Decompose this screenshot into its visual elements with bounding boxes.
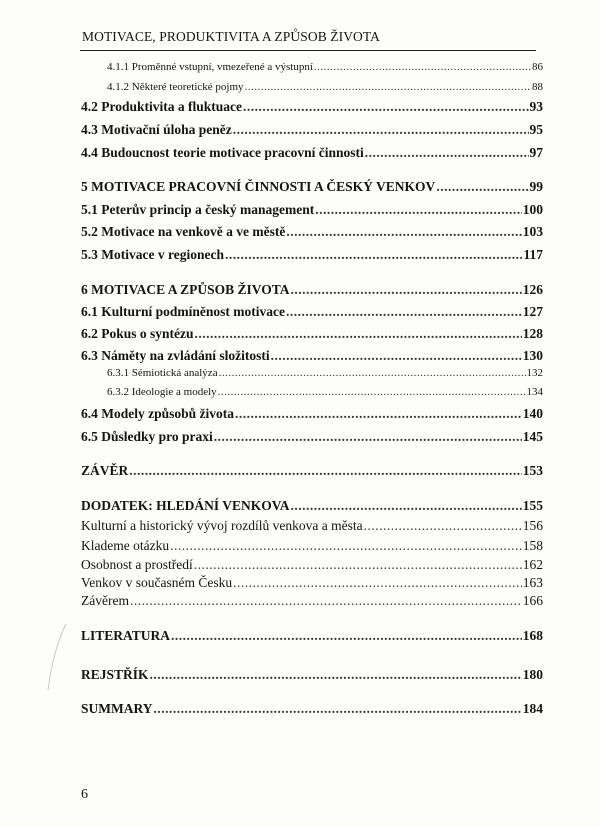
- toc-entry-page: 163: [522, 575, 543, 590]
- toc-entry-5-2: [81, 224, 543, 240]
- toc-entry-page: 132: [526, 367, 543, 379]
- toc-entry-page: 97: [529, 145, 543, 160]
- toc-leader: [243, 99, 528, 115]
- toc-leader: [315, 202, 522, 218]
- toc-entry-page: 153: [522, 463, 543, 478]
- toc-entry-dodatek-4: [81, 575, 543, 591]
- toc-entry-page: 130: [522, 348, 543, 363]
- toc-entry-label: ZÁVĚR: [81, 463, 129, 478]
- toc-entry-5-3: [81, 247, 543, 263]
- toc-entry-page: 158: [522, 538, 543, 553]
- toc-entry-page: 166: [522, 593, 543, 608]
- toc-entry-6-3-2: [107, 386, 543, 398]
- toc-leader: [154, 701, 522, 717]
- toc-leader: [170, 538, 522, 554]
- toc-leader: [314, 61, 531, 73]
- toc-entry-page: 155: [522, 498, 543, 513]
- toc-leader: [194, 557, 522, 573]
- toc-entry-label: 6.2 Pokus o syntézu: [81, 326, 194, 341]
- toc-leader: [218, 386, 526, 398]
- toc-entry-label: 5 MOTIVACE PRACOVNÍ ČINNOSTI A ČESKÝ VENKOV: [81, 179, 436, 194]
- toc-leader: [150, 667, 522, 683]
- toc-entry-label: 4.2 Produktivita a fluktuace: [81, 99, 243, 114]
- toc-entry-page: 117: [523, 247, 543, 262]
- toc-entry-label: 6.4 Modely způsobů života: [81, 406, 235, 421]
- page-number: 6: [81, 787, 88, 802]
- toc-leader: [291, 282, 522, 298]
- toc-entry-label: 4.1.2 Některé teoretické pojmy: [107, 81, 244, 93]
- toc-entry-dodatek-5: [81, 593, 543, 609]
- toc-entry-page: 127: [522, 304, 543, 319]
- toc-entry-4-1-2: [107, 81, 543, 93]
- toc-leader: [195, 326, 522, 342]
- toc-entry-label: Klademe otázku: [81, 538, 170, 553]
- toc-entry-page: 99: [529, 179, 543, 194]
- toc-entry-label: Osobnost a prostředí: [81, 557, 193, 572]
- toc-leader: [291, 498, 522, 514]
- toc-entry-chapter-5: [81, 179, 543, 195]
- toc-entry-label: 6 MOTIVACE A ZPŮSOB ŽIVOTA: [81, 282, 290, 297]
- toc-entry-label: REJSTŘÍK: [81, 667, 149, 682]
- toc-entry-4-4: [81, 145, 543, 161]
- toc-entry-label: Kulturní a historický vývoj rozdílů venkova a města: [81, 518, 363, 533]
- toc-entry-label: Venkov v současném Česku: [81, 575, 233, 590]
- toc-entry-label: 6.3.2 Ideologie a modely: [107, 386, 217, 398]
- toc-entry-5-1: [81, 202, 543, 218]
- toc-entry-page: 93: [529, 99, 543, 114]
- toc-leader: [129, 463, 521, 479]
- toc-entry-page: 168: [522, 628, 543, 643]
- toc-entry-page: 128: [522, 326, 543, 341]
- toc-entry-literatura: [81, 628, 543, 644]
- toc-entry-label: LITERATURA: [81, 628, 171, 643]
- toc-leader: [233, 122, 529, 138]
- toc-entry-label: 6.1 Kulturní podmíněnost motivace: [81, 304, 286, 319]
- toc-entry-page: 126: [522, 282, 543, 297]
- toc-entry-dodatek: [81, 498, 543, 514]
- toc-leader: [214, 429, 522, 445]
- toc-entry-label: 6.3.1 Sémiotická analýza: [107, 367, 218, 379]
- toc-entry-page: 134: [526, 386, 543, 398]
- toc-leader: [233, 575, 522, 591]
- toc-entry-zaver: [81, 463, 543, 479]
- toc-leader: [364, 518, 522, 534]
- toc-entry-page: 103: [522, 224, 543, 239]
- toc-entry-6-3-1: [107, 367, 543, 379]
- toc-entry-label: 6.3 Náměty na zvládání složitosti: [81, 348, 270, 363]
- toc-leader: [286, 224, 521, 240]
- toc-entry-page: 140: [522, 406, 543, 421]
- toc-entry-page: 95: [529, 122, 543, 137]
- toc-entry-page: 88: [532, 81, 543, 93]
- toc-entry-label: 5.2 Motivace na venkově a ve městě: [81, 224, 286, 239]
- toc-leader: [365, 145, 529, 161]
- toc-entry-summary: [81, 701, 543, 717]
- toc-entry-label: SUMMARY: [81, 701, 153, 716]
- toc-entry-label: DODATEK: HLEDÁNÍ VENKOVA: [81, 498, 290, 513]
- toc-entry-page: 86: [532, 61, 543, 73]
- toc-leader: [271, 348, 522, 364]
- toc-leader: [225, 247, 523, 263]
- toc-entry-6-5: [81, 429, 543, 445]
- toc-entry-6-4: [81, 406, 543, 422]
- toc-leader: [219, 367, 526, 379]
- toc-entry-rejstrik: [81, 667, 543, 683]
- pencil-mark: [30, 620, 70, 720]
- toc-entry-chapter-6: [81, 282, 543, 298]
- toc-entry-4-3: [81, 122, 543, 138]
- toc-entry-label: 5.3 Motivace v regionech: [81, 247, 224, 262]
- toc-entry-4-1-1: [107, 61, 543, 73]
- toc-entry-dodatek-3: [81, 557, 543, 573]
- toc-leader: [436, 179, 528, 195]
- toc-entry-label: 6.5 Důsledky pro praxi: [81, 429, 213, 444]
- toc-leader: [130, 593, 522, 609]
- toc-entry-page: 145: [522, 429, 543, 444]
- toc-leader: [171, 628, 522, 644]
- toc-entry-dodatek-2: [81, 538, 543, 554]
- toc-entry-page: 184: [522, 701, 543, 716]
- toc-entry-label: 4.4 Budoucnost teorie motivace pracovní činnosti: [81, 145, 364, 160]
- toc-entry-label: 5.1 Peterův princip a český management: [81, 202, 315, 217]
- toc-entry-6-3: [81, 348, 543, 364]
- toc-entry-page: 100: [522, 202, 543, 217]
- toc-entry-label: Závěrem: [81, 593, 129, 608]
- toc-entry-6-1: [81, 304, 543, 320]
- toc-entry-page: 162: [522, 557, 543, 572]
- toc-leader: [245, 81, 531, 93]
- toc-leader: [286, 304, 522, 320]
- toc-entry-page: 156: [522, 518, 543, 533]
- toc-entry-dodatek-1: [81, 518, 543, 534]
- toc-entry-4-2: [81, 99, 543, 115]
- toc-entry-6-2: [81, 326, 543, 342]
- toc-leader: [235, 406, 522, 422]
- toc-entry-label: 4.3 Motivační úloha peněz: [81, 122, 232, 137]
- toc-entry-page: 180: [522, 667, 543, 682]
- running-header: MOTIVACE, PRODUKTIVITA A ZPŮSOB ŽIVOTA: [82, 29, 381, 44]
- toc-entry-label: 4.1.1 Proměnné vstupní, vmezeřené a výstupní: [107, 61, 313, 73]
